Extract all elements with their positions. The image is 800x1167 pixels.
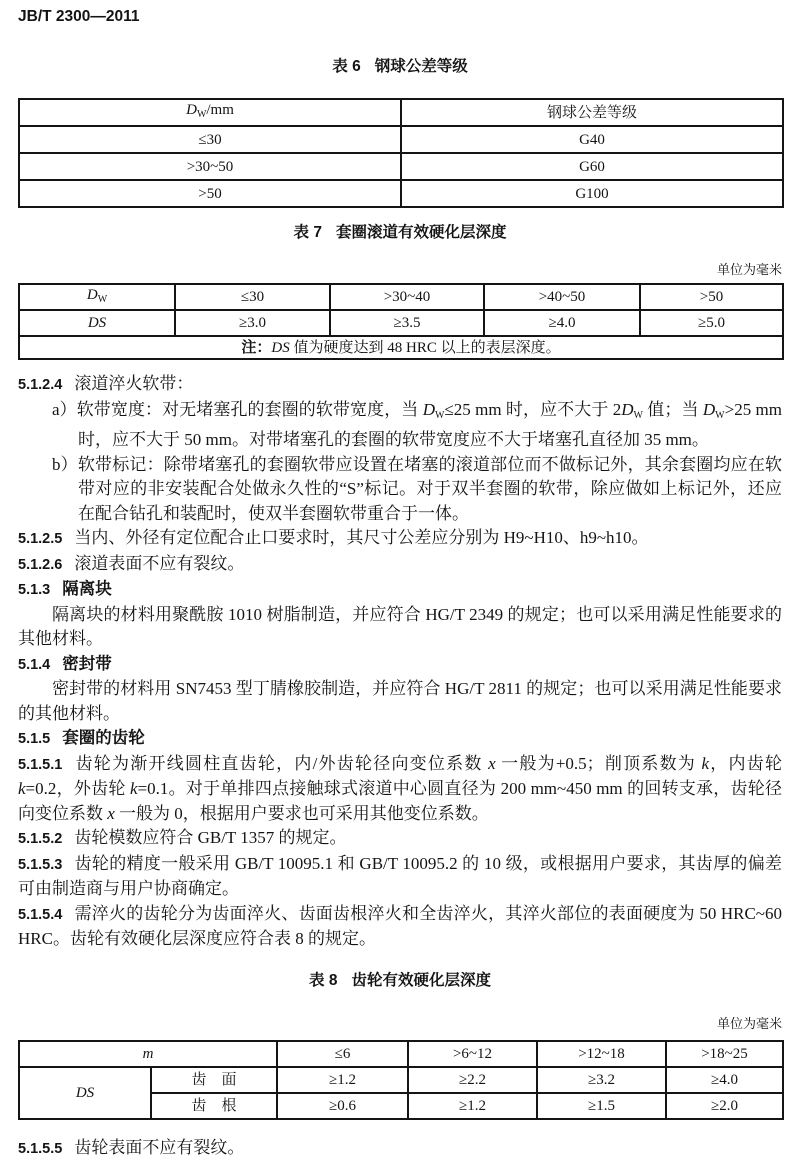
table6-caption-label: 表 6 (332, 58, 361, 75)
table-cell: G100 (401, 180, 783, 207)
table-cell: >18~25 (666, 1041, 783, 1067)
table-row (19, 310, 783, 336)
clause-number: 5.1.5 (18, 731, 51, 747)
table6-caption-title: 钢球公差等级 (374, 58, 468, 75)
table-cell: $D_W$ (19, 284, 175, 310)
clause-text: 滚道淬火软带： (74, 374, 194, 393)
clause-number: 5.1.5.5 (18, 1140, 63, 1157)
table-cell: ≤30 (175, 284, 330, 310)
clause-5-1-2-5 (18, 526, 782, 552)
table-cell: ≥3.5 (330, 310, 484, 336)
table-cell: G40 (401, 126, 783, 153)
table-cell: ≥1.5 (537, 1093, 666, 1119)
clause-5-1-5-4 (18, 902, 782, 952)
table-6 (18, 98, 784, 208)
table-cell: >50 (19, 180, 401, 207)
table8-caption (18, 972, 782, 990)
table-7 (18, 283, 784, 360)
table8-caption-title: 齿轮有效硬化层深度 (351, 971, 491, 989)
table-cell: 钢球公差等级 (401, 99, 783, 126)
clause-5-1-2-4 (18, 372, 782, 398)
table-cell: >12~18 (537, 1041, 666, 1067)
table7-caption-title: 套圈滚道有效硬化层深度 (335, 224, 507, 241)
table-row (19, 180, 783, 207)
table-cell: ≥2.2 (408, 1067, 537, 1093)
table-cell: ≤30 (19, 126, 401, 153)
table7-unit-note: 单位为毫米 (716, 262, 782, 277)
clause-number: 5.1.2.5 (18, 531, 63, 547)
table-cell: 齿 面 (151, 1067, 277, 1093)
heading-5-1-5 (18, 726, 782, 752)
table-cell: >40~50 (484, 284, 640, 310)
clause-number: 5.1.5.3 (18, 856, 63, 873)
heading-5-1-3 (18, 577, 782, 603)
clause-number: 5.1.3 (18, 582, 51, 598)
table-row (19, 126, 783, 153)
table7-caption (18, 224, 782, 242)
table-cell: $D_W/mm$ (19, 99, 401, 126)
table-row (19, 284, 783, 310)
clause-text: 齿轮表面不应有裂纹。 (74, 1137, 245, 1157)
list-item-b: b）软带标记：除带堵塞孔的套圈软带应设置在堵塞的滚道部位而不做标记外，其余套圈均应在软带对应的非安装配合处做永久性的“S”标记。对于双半套圈的软带，除应做如上标记外，还应在配合钻孔和装配时，使双半套圈软带重合于一体。 (52, 454, 782, 523)
table-cell: G60 (401, 153, 783, 180)
table-cell: >6~12 (408, 1041, 537, 1067)
table-cell: DS (19, 310, 175, 336)
heading-text: 套圈的齿轮 (62, 729, 145, 747)
table8-caption-label: 表 8 (309, 971, 338, 989)
table-cell: >30~50 (19, 153, 401, 180)
table-cell: >30~40 (330, 284, 484, 310)
table-cell: ≥3.2 (537, 1067, 666, 1093)
heading-text: 隔离块 (62, 580, 112, 598)
heading-text: 密封带 (62, 654, 112, 673)
table-row (19, 153, 783, 180)
clause-number: 5.1.2.4 (18, 377, 63, 393)
body-text (18, 372, 782, 952)
table-row (19, 99, 783, 126)
table-cell: ≥1.2 (408, 1093, 537, 1119)
clause-text: 齿轮为渐开线圆柱直齿轮，内/外齿轮径向变位系数 x 一般为+0.5；削顶系数为 k，内齿轮 k=0.2，外齿轮 k=0.1。对于单排四点接触球式滚道中心圆直径为 200 mm~450 mm 的回转支承，齿轮径向变位系数 x 一般为 0，根据用户要求也可采用其他变位系数。 (18, 753, 783, 823)
table-cell: ≥4.0 (666, 1067, 783, 1093)
table-cell: ≥1.2 (277, 1067, 408, 1093)
table-cell: 齿 根 (151, 1093, 277, 1119)
table-cell: >50 (640, 284, 783, 310)
heading-5-1-4 (18, 652, 782, 678)
clause-text: 齿轮的精度一般采用 GB/T 10095.1 和 GB/T 10095.2 的 10 级，或根据用户要求，其齿厚的偏差可由制造商与用户协商确定。 (18, 853, 782, 898)
clause-number: 5.1.2.6 (18, 556, 63, 573)
table-cell: ≥2.0 (666, 1093, 783, 1119)
clause-5-1-5-2 (18, 826, 782, 852)
table-cell: ≤6 (277, 1041, 408, 1067)
clause-number: 5.1.4 (18, 656, 51, 673)
table7-caption-label: 表 7 (293, 224, 322, 241)
table-cell: ≥5.0 (640, 310, 783, 336)
clause-number: 5.1.5.2 (18, 831, 63, 847)
table-cell: ≥0.6 (277, 1093, 408, 1119)
table-row (19, 336, 783, 359)
paragraph-5-1-3: 隔离块的材料用聚酰胺 1010 树脂制造，并应符合 HG/T 2349 的规定；也可以采用满足性能要求的其他材料。 (18, 604, 782, 648)
table-cell: ≥3.0 (175, 310, 330, 336)
table6-caption (18, 58, 782, 76)
doc-code: JB/T 2300—2011 (18, 8, 140, 25)
clause-number: 5.1.5.4 (18, 906, 63, 923)
table7-note: 注：DS 值为硬度达到 48 HRC 以上的表层深度。 (19, 336, 783, 359)
clause-5-1-2-6 (18, 552, 782, 578)
clause-5-1-5-5 (18, 1136, 782, 1162)
paragraph-5-1-4: 密封带的材料用 SN7453 型丁腈橡胶制造，并应符合 HG/T 2811 的规定；也可以采用满足性能要求的其他材料。 (18, 679, 782, 723)
clause-number: 5.1.5.1 (18, 756, 63, 773)
list-item-a: a）软带宽度：对无堵塞孔的套圈的软带宽度，当 $D_W\le 25$ mm 时，应不大于 $2D_W$ 值；当 $D_W>25$ mm 时，应不大于 50 mm。对带堵塞孔的套圈的软带宽度应不大于堵塞孔直径加 35 mm。 (52, 399, 782, 449)
table-8 (18, 1040, 784, 1120)
table-cell: m (19, 1041, 277, 1067)
table-cell: ≥4.0 (484, 310, 640, 336)
clause-5-1-5-1 (18, 752, 782, 827)
clause-text: 齿轮模数应符合 GB/T 1357 的规定。 (74, 828, 347, 847)
clause-text: 需淬火的齿轮分为齿面淬火、齿面齿根淬火和全齿淬火，其淬火部位的表面硬度为 50 HRC~60 HRC。齿轮有效硬化层深度应符合表 8 的规定。 (18, 903, 782, 948)
table-cell: DS (19, 1067, 151, 1119)
clause-text: 滚道表面不应有裂纹。 (74, 553, 245, 573)
clause-5-1-5-3 (18, 852, 782, 902)
table8-unit-note: 单位为毫米 (716, 1015, 782, 1031)
table-row (19, 1041, 783, 1067)
table-row (19, 1067, 783, 1093)
clause-text: 当内、外径有定位配合止口要求时，其尺寸公差应分别为 H9~H10、h9~h10。 (74, 528, 649, 547)
